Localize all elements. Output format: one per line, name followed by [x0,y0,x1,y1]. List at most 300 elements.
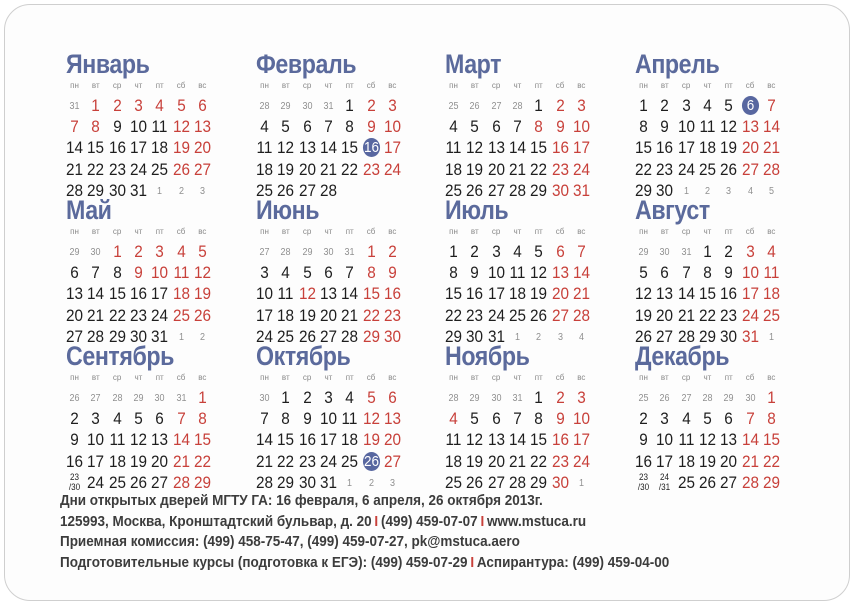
day-cell: 11 [763,263,780,283]
day-cell: 30 [323,247,334,258]
day-cell: 1 [578,477,584,489]
day-cell: 25 [151,159,169,179]
day-cell: 4 [112,409,122,429]
weekday-label: сб [745,227,755,236]
month-8 [633,190,808,346]
day-cell: 26 [363,452,379,470]
day-cell: 15 [87,138,105,158]
weekday-label: пн [70,81,79,90]
day-cell: 8 [91,117,101,137]
day-cell: 2 [639,409,648,429]
day-cell: 20 [487,159,505,179]
day-cell: 17 [677,138,695,158]
day-cell: 11 [151,117,168,137]
day-cell: 26 [469,101,480,112]
day-cell: 25 [638,393,649,404]
day-cell: 29 [302,247,313,258]
day-cell: 24 [255,326,274,346]
day-cell: 1 [767,388,776,407]
day-cell: 25 [172,305,190,325]
day-cell: 17 [656,451,674,471]
day-cell: 1 [157,185,163,197]
weekday-label: ср [681,81,691,90]
day-cell: 26 [129,472,147,492]
day-cell: 28 [341,326,359,346]
day-cell: 25 [255,180,274,200]
day-cell: 5 [639,263,648,283]
day-cell: 1 [91,96,101,115]
day-cell: 1 [449,242,458,261]
day-cell: 14 [172,430,190,450]
weekday-label: сб [176,81,186,90]
day-cell: 8 [767,409,776,429]
day-cell: 3 [745,242,755,261]
address-text: 125993, Москва, Кронштадтский бульвар, д. 20 [60,513,372,530]
day-cell: 13 [656,284,674,304]
month-5 [64,190,239,346]
day-cell: 15 [530,138,548,158]
day-cell: 29 [698,326,716,346]
weekday-label: вс [388,227,397,236]
day-cell: 26 [720,159,738,179]
day-cell: 4 [578,331,584,343]
day-cell: 9 [134,263,143,283]
weekday-label: пн [639,373,648,382]
day-cell: 14 [319,138,337,158]
day-cell: 10 [656,430,674,450]
day-cell: 31 [175,393,187,404]
day-cell: 15 [530,430,548,450]
address-line [60,512,785,533]
day-cell: 20 [319,305,337,325]
weekday-label: пт [534,227,543,236]
day-cell: 26 [634,326,653,346]
month-name: Декабрь [635,341,730,371]
weekday-label: пн [449,227,458,236]
day-cell: 14 [65,138,84,158]
day-cell: 28 [259,101,270,112]
weekday-label: ср [491,373,501,382]
day-cell: 12 [530,263,548,283]
day-cell: 14 [677,284,695,304]
day-cell: 22 [444,305,463,325]
day-cell: 26 [659,393,670,404]
weekday-label: чт [513,81,522,90]
weekday-label: сб [176,373,186,382]
day-cell: 24 [487,305,505,325]
day-cell: 8 [639,117,648,137]
weekday-label: сб [555,81,565,90]
weekday-label: вс [577,81,586,90]
day-cell: 21 [572,284,590,304]
weekday-label: вс [198,373,207,382]
day-cell: 6 [741,96,758,115]
day-cell: 26 [698,472,716,492]
weekday-label: вт [91,227,100,236]
day-cell: 21 [677,305,695,325]
day-cell: 22 [362,305,380,325]
day-cell: 2 [704,185,710,197]
day-cell: 22 [87,159,105,179]
day-cell: 9 [302,409,312,429]
postgraduate-text: Аспирантура: (499) 459-04-00 [476,554,670,571]
weekday-label: вт [91,81,100,90]
day-cell: 13 [151,430,169,450]
day-cell: 21 [87,305,105,325]
day-cell: 5 [302,263,312,283]
month-name: Ноябрь [445,341,530,371]
day-cell: 21 [172,451,190,471]
day-cell: 2 [302,388,312,407]
weekday-label: ср [491,81,501,90]
day-cell: 20 [298,159,316,179]
day-cell: 29 [638,247,649,258]
weekday-label: пт [345,81,354,90]
day-cell: 23 [551,451,569,471]
day-cell: 18 [444,451,463,471]
day-cell: 30 [298,472,316,492]
weekday-label: ср [112,227,122,236]
day-cell: 28 [572,305,590,325]
day-cell: 18 [277,305,295,325]
day-cell: 8 [281,409,291,429]
weekday-label: вт [660,81,669,90]
day-cell: 30 [551,180,569,200]
day-cell: 6 [324,263,333,283]
day-cell: 1 [683,185,689,197]
day-cell: 14 [508,430,526,450]
weekday-label: сб [366,227,376,236]
day-cell: 1 [534,388,543,407]
day-cell: 8 [366,263,376,283]
day-cell: 30 [129,326,147,346]
day-cell: 17 [151,284,169,304]
day-cell: 24 [151,305,169,325]
day-cell: 27 [681,393,692,404]
day-cell: 2 [134,242,143,261]
day-cell: 15 [277,430,295,450]
day-cell: 29 [634,180,653,200]
weekday-label: сб [745,81,755,90]
day-cell: 24 [572,159,590,179]
day-cell: 12 [193,263,211,283]
day-cell: 28 [448,393,459,404]
day-cell: 17 [87,451,105,471]
day-cell: 8 [703,263,712,283]
weekday-label: вт [470,81,479,90]
day-cell: 6 [491,117,501,137]
day-cell: 19 [298,305,316,325]
day-cell: 19 [466,159,484,179]
day-cell: 3 [557,331,563,343]
weekday-label: ср [681,373,691,382]
day-cell: 3 [491,242,501,261]
day-cell: 25 [698,159,716,179]
day-cell: 4 [703,96,712,115]
weekday-label: пн [449,81,458,90]
courses-line [60,553,785,574]
day-cell: 23 [108,159,126,179]
day-cell: 20 [65,305,84,325]
month-name: Сентябрь [66,341,174,371]
day-cell: 27 [741,159,759,179]
month-6 [254,190,429,346]
weekday-label: вс [577,227,586,236]
day-cell: 18 [508,284,526,304]
day-cell: 7 [681,263,691,283]
day-cell: 23 /30 [68,471,81,492]
day-cell: 1 [345,96,354,115]
day-cell: 16 [656,138,674,158]
weekday-label: пт [724,373,733,382]
day-cell: 7 [513,409,522,429]
weekday-label: чт [134,227,143,236]
day-cell: 15 [762,430,780,450]
day-cell: 23 [129,305,147,325]
day-cell: 1 [514,331,520,343]
day-cell: 20 [720,451,738,471]
day-cell: 4 [155,96,164,115]
weekday-label: чт [703,373,712,382]
day-cell: 12 [466,138,484,158]
weekday-label: чт [134,373,143,382]
day-cell: 25 [762,305,780,325]
day-cell: 24 [129,159,147,179]
weekday-label: чт [513,373,522,382]
day-cell: 30 [383,326,401,346]
day-cell: 7 [345,263,354,283]
day-cell: 2 [368,477,374,489]
day-cell: 8 [534,117,543,137]
weekday-label: вс [388,81,397,90]
day-cell: 5 [703,409,712,429]
day-cell: 10 [87,430,105,450]
day-cell: 29 [530,472,548,492]
day-cell: 9 [112,117,122,137]
day-cell: 5 [198,242,207,261]
day-cell: 10 [255,284,274,304]
weekday-label: вс [767,227,776,236]
weekday-label: вт [281,227,290,236]
day-cell: 13 [319,284,337,304]
day-cell: 9 [470,263,480,283]
day-cell: 17 [383,138,401,158]
day-cell: 27 [487,180,505,200]
weekday-label: сб [176,227,186,236]
weekday-label: вс [767,373,776,382]
day-cell: 12 [698,430,716,450]
day-cell: 11 [445,430,462,450]
day-cell: 8 [112,263,122,283]
day-cell: 23 [656,159,674,179]
weekday-label: ср [681,227,691,236]
day-cell: 18 [151,138,169,158]
day-cell: 20 [193,138,211,158]
day-cell: 27 [151,472,169,492]
day-cell: 13 [487,138,505,158]
day-cell: 17 [255,305,274,325]
weekday-label: пн [639,227,648,236]
day-cell: 10 [383,117,401,137]
day-cell: 2 [199,331,205,343]
day-cell: 28 [677,326,695,346]
day-cell: 9 [366,117,376,137]
day-cell: 30 [720,326,738,346]
day-cell: 4 [449,117,458,137]
day-cell: 7 [176,409,186,429]
day-cell: 20 [151,451,169,471]
day-cell: 28 [741,472,759,492]
day-cell: 29 [69,247,80,258]
day-cell: 17 [572,430,590,450]
day-cell: 5 [534,242,543,261]
day-cell: 6 [491,409,501,429]
day-cell: 2 [555,388,565,407]
day-cell: 15 [444,284,463,304]
day-cell: 16 [298,430,316,450]
day-cell: 24 [319,451,337,471]
day-cell: 31 [487,326,505,346]
day-cell: 1 [112,242,122,261]
day-cell: 30 [551,472,569,492]
day-cell: 1 [366,242,376,261]
day-cell: 3 [577,388,586,407]
contact-footer [60,491,840,573]
day-cell: 20 [551,284,569,304]
day-cell: 28 [319,180,337,200]
day-cell: 4 [747,185,753,197]
weekday-label: вс [198,81,207,90]
day-cell: 26 [172,159,190,179]
month-name: Июнь [256,195,320,225]
separator: I [480,513,485,530]
day-cell: 12 [277,138,295,158]
day-cell: 29 [133,393,144,404]
day-cell: 22 [530,159,548,179]
day-cell: 23 [466,305,484,325]
day-cell: 4 [513,242,522,261]
month-2 [254,44,429,200]
weekday-label: пн [449,373,458,382]
day-cell: 9 [70,430,79,450]
day-cell: 27 [656,326,674,346]
day-cell: 28 [508,180,526,200]
weekday-label: ср [491,227,501,236]
day-cell: 7 [577,242,586,261]
day-cell: 17 [487,284,505,304]
day-cell: 21 [508,451,526,471]
day-cell: 12 [634,284,653,304]
month-9 [64,336,239,492]
day-cell: 7 [513,117,522,137]
day-cell: 27 [319,326,337,346]
weekday-label: ср [302,373,312,382]
day-cell: 17 [572,138,590,158]
day-cell: 28 [762,159,780,179]
day-cell: 14 [341,284,359,304]
day-cell: 10 [572,117,590,137]
day-cell: 21 [741,451,759,471]
month-10 [254,336,429,492]
day-cell: 6 [70,263,79,283]
month-name: Апрель [635,49,720,79]
day-cell: 3 [681,96,691,115]
day-cell: 3 [199,185,205,197]
weekday-label: пт [155,81,164,90]
weekday-label: вт [470,227,479,236]
day-cell: 16 [129,284,147,304]
day-cell: 2 [470,242,480,261]
day-cell: 27 [551,305,569,325]
day-cell: 1 [198,388,207,407]
weekday-label: чт [703,227,712,236]
day-cell: 24 /31 [659,471,671,492]
day-cell: 31 [741,326,759,346]
day-cell: 22 [277,451,295,471]
month-11 [443,336,618,492]
courses-text: Подготовительные курсы (подготовка к ЕГЭ): (499) 459-07-29 [60,554,468,571]
day-cell: 6 [724,409,733,429]
day-cell: 4 [345,388,354,407]
day-cell: 13 [487,430,505,450]
day-cell: 27 [90,393,101,404]
weekday-label: ср [112,81,122,90]
month-name: Октябрь [256,341,351,371]
day-cell: 2 [178,185,184,197]
day-cell: 30 [108,180,126,200]
day-cell: 16 [720,284,738,304]
day-cell: 22 [530,451,548,471]
day-cell: 19 [193,284,211,304]
day-cell: 2 [555,96,565,115]
website-link[interactable]: www.mstuca.ru [487,513,587,530]
day-cell: 8 [198,409,207,429]
main-phone: (499) 459-07-07 [380,513,478,530]
day-cell: 9 [388,263,397,283]
day-cell: 1 [281,388,291,407]
day-cell: 5 [134,409,143,429]
day-cell: 28 [702,393,713,404]
day-cell: 17 [129,138,147,158]
day-cell: 18 [762,284,780,304]
weekday-label: вт [91,373,100,382]
weekday-label: вс [767,81,776,90]
month-name: Август [635,195,710,225]
day-cell: 3 [388,96,397,115]
day-cell: 12 [720,117,738,137]
weekday-label: пт [534,373,543,382]
day-cell: 7 [260,409,269,429]
day-cell: 16 [65,451,84,471]
day-cell: 2 [660,96,670,115]
day-cell: 11 [509,263,526,283]
day-cell: 13 [65,284,84,304]
day-cell: 21 [762,138,780,158]
day-cell: 3 [91,409,101,429]
day-cell: 22 [762,451,780,471]
month-name: Январь [66,49,150,79]
day-cell: 16 [108,138,126,158]
day-cell: 9 [639,430,648,450]
day-cell: 4 [176,242,186,261]
day-cell: 22 [634,159,653,179]
weekday-label: вт [470,373,479,382]
day-cell: 17 [319,430,337,450]
day-cell: 21 [341,305,359,325]
day-cell: 13 [720,430,738,450]
day-cell: 25 [444,472,463,492]
day-cell: 3 [260,263,269,283]
